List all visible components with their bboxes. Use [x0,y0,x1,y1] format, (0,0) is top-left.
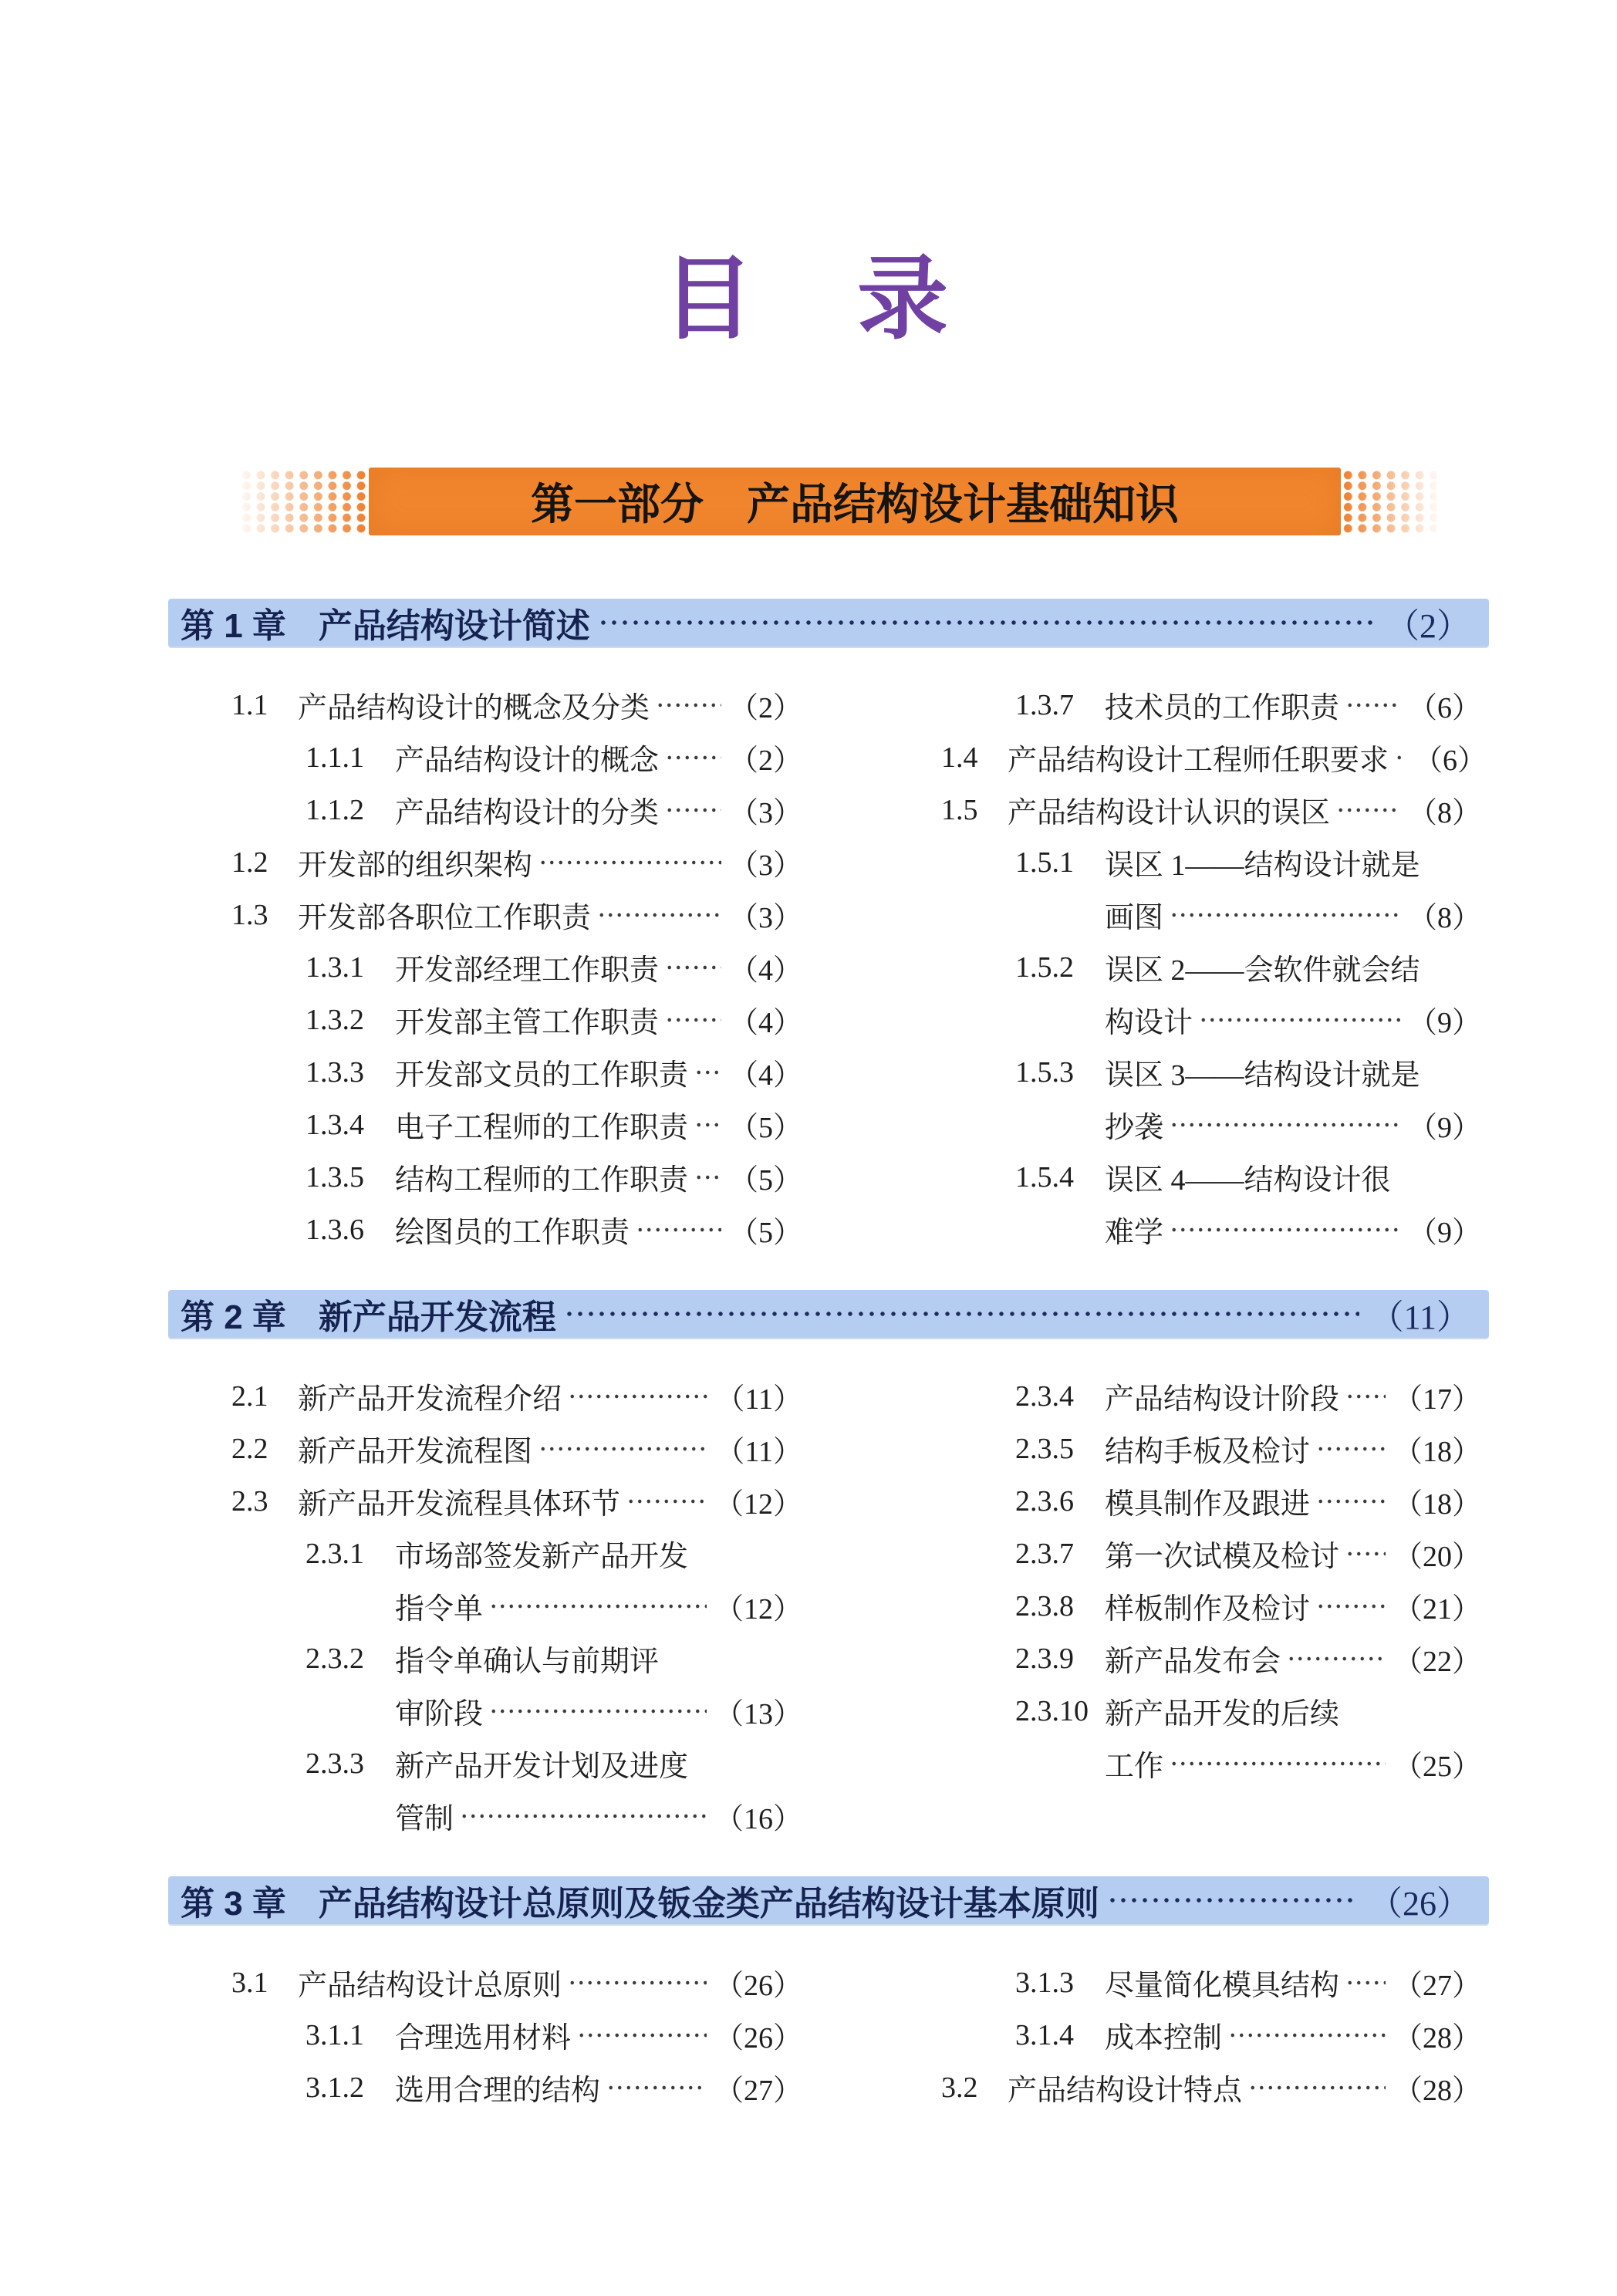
entry-page-number: （20） [1393,1541,1481,1574]
toc-entry-row [231,1528,802,1580]
entry-number: 3.1.3 [1015,1966,1074,1999]
toc-entry-row [231,731,802,784]
entry-page-number: （18） [1393,1488,1481,1521]
dot-leader [597,889,721,941]
entry-page-number: （13） [714,1698,802,1731]
part-title: 产品结构设计基础知识 [747,479,1179,528]
toc-entry-row [941,2009,1481,2061]
entry-number: 1.3.1 [306,950,364,984]
chapter-number: 第 3 章 [181,1884,286,1923]
entry-number: 1.1 [231,688,268,721]
toc-entry-row [231,1633,802,1685]
entry-number: 2.3.5 [1015,1432,1074,1465]
toc-entry-row [941,1475,1481,1528]
entry-page-number: （25） [1393,1751,1481,1784]
entry-title: 样板制作及检讨 [1105,1593,1311,1626]
entry-page-number: （9） [1407,1112,1481,1145]
chapter-columns [231,1370,1481,1842]
entry-page-number: （8） [1407,797,1481,830]
entry-title: 开发部主管工作职责 [395,1007,660,1040]
dot-leader [665,941,721,994]
entry-title: 误区 2——会软件就会结 [1105,954,1420,988]
toc-entry-row [941,1151,1481,1204]
entry-number: 1.5.4 [1015,1160,1074,1194]
dot-leader [1345,1370,1386,1423]
entries-column-right [941,679,1487,1256]
entry-title: 尽量简化模具结构 [1105,1970,1340,2003]
entry-page-number: （5） [728,1217,802,1250]
entry-title: 产品结构设计的概念 [395,745,660,778]
entry-title: 新产品开发流程图 [298,1436,533,1469]
entry-page-number: （8） [1407,902,1481,935]
dot-leader [1170,1099,1400,1151]
toc-entry-row [941,1099,1481,1151]
dot-leader [656,679,721,731]
dot-leader [1316,1580,1386,1633]
dot-leader [1316,1475,1386,1528]
entry-number: 2.3.3 [306,1747,364,1780]
entry-title: 结构手板及检讨 [1105,1436,1311,1469]
dots-decoration-left [239,470,369,533]
toc-entry-row [231,994,802,1046]
chapter-header-bar [168,1290,1489,1338]
dot-leader [694,1151,721,1204]
dot-leader [694,1099,721,1151]
entry-page-number: （4） [728,1007,802,1040]
toc-entry-row [941,1957,1481,2009]
dot-leader [1316,1423,1386,1475]
toc-entry-row [231,836,802,889]
toc-entry-row [941,889,1481,941]
entry-title: 产品结构设计工程师任职要求 [1008,745,1389,778]
entry-number: 1.3.4 [306,1108,364,1141]
entry-number: 1.3 [231,898,268,931]
toc-entry-row [231,1685,802,1737]
entry-number: 1.4 [941,741,978,774]
dot-leader [1170,1204,1400,1256]
entry-number: 2.1 [231,1379,268,1413]
dot-leader [538,1423,707,1475]
entry-title: 绘图员的工作职责 [395,1217,630,1250]
entry-page-number: （4） [728,954,802,988]
chapter-number: 第 1 章 [181,606,286,645]
dot-leader [606,2061,707,2114]
dot-leader [1395,731,1406,784]
toc-entry-row [231,1475,802,1528]
chapter-number: 第 2 章 [181,1298,286,1336]
chapter-section [0,1290,1617,1842]
dot-leader [1107,1876,1358,1924]
entry-page-number: （12） [714,1593,802,1626]
dot-leader [489,1685,707,1737]
entry-page-number: （21） [1393,1593,1481,1626]
toc-entry-row [941,1423,1481,1475]
entry-page-number: （9） [1407,1217,1481,1250]
chapter-page-number: （11） [1369,1298,1470,1336]
page-title: 目 录 [662,249,954,350]
entry-title: 工作 [1105,1751,1164,1784]
entry-title: 指令单确认与前期评 [395,1646,660,1679]
entry-title: 开发部文员的工作职责 [395,1059,689,1092]
entry-title: 画图 [1105,902,1164,935]
toc-entry-row [231,1151,802,1204]
entry-page-number: （11） [715,1436,802,1469]
dot-leader [460,1790,707,1842]
entries-column-right [941,1957,1481,2114]
entry-title: 合理选用材料 [395,2022,572,2055]
entry-page-number: （18） [1393,1436,1481,1469]
dot-leader [489,1580,707,1633]
entry-title: 产品结构设计特点 [1008,2075,1243,2108]
entry-title: 模具制作及跟进 [1105,1488,1311,1521]
dot-leader [577,2009,707,2061]
toc-entry-row [941,784,1481,836]
dot-leader [665,731,721,784]
toc-entry-row [231,1423,802,1475]
entry-title: 技术员的工作职责 [1105,692,1340,725]
toc-entry-row [941,1737,1481,1790]
entry-number: 3.1.2 [306,2071,364,2104]
entry-number: 1.3.5 [306,1160,364,1194]
entry-page-number: （5） [728,1164,802,1197]
chapter-title: 产品结构设计简述 [318,606,590,645]
entry-title: 误区 1——结构设计就是 [1105,849,1420,883]
toc-entry-row [231,784,802,836]
entry-title: 产品结构设计总原则 [298,1970,562,2003]
dot-leader [626,1475,707,1528]
dot-leader [665,784,721,836]
entry-title: 难学 [1105,1217,1164,1250]
entry-title: 误区 4——结构设计很 [1105,1164,1391,1197]
entry-number: 2.3.2 [306,1642,364,1675]
entry-title: 开发部经理工作职责 [395,954,660,988]
entry-title: 选用合理的结构 [395,2075,601,2108]
entry-page-number: （3） [728,797,802,830]
entry-page-number: （2） [728,745,802,778]
dot-leader [1228,2009,1386,2061]
entry-page-number: （26） [714,2022,802,2055]
entry-title: 市场部签发新产品开发 [395,1541,689,1574]
toc-entry-row [941,836,1481,889]
entry-title: 新产品开发计划及进度 [395,1751,689,1784]
toc-entry-row [941,731,1487,784]
toc-entry-row [231,1046,802,1099]
entry-title: 新产品发布会 [1105,1646,1281,1679]
toc-entry-row [231,1204,802,1256]
toc-entry-row [941,1370,1481,1423]
dot-leader [568,1957,707,2009]
dot-leader [1170,1737,1386,1790]
part-label: 第一部分 [531,479,704,528]
entry-number: 1.3.3 [306,1055,364,1089]
toc-entry-row [941,1046,1481,1099]
entry-number: 2.3.8 [1015,1589,1074,1622]
entry-number: 1.1.2 [306,793,364,826]
entry-number: 3.1.4 [1015,2018,1074,2051]
entry-title: 新产品开发流程具体环节 [298,1488,621,1521]
entry-page-number: （16） [714,1803,802,1836]
toc-entry-row [231,1957,802,2009]
entry-title: 指令单 [395,1593,484,1626]
entry-number: 1.3.7 [1015,688,1074,721]
entry-title: 新产品开发的后续 [1105,1698,1340,1731]
chapter-section [0,1876,1617,2114]
entry-page-number: （11） [715,1383,802,1416]
toc-entry-row [231,1370,802,1423]
dot-leader [1248,2061,1386,2114]
entry-number: 2.3 [231,1484,268,1518]
entry-page-number: （28） [1393,2022,1481,2055]
entry-page-number: （17） [1393,1383,1481,1416]
part-banner-row [239,468,1436,535]
toc-entry-row [231,679,802,731]
chapter-columns [231,1957,1481,2114]
entry-title: 开发部的组织架构 [298,849,533,883]
toc-entry-row [231,1790,802,1842]
entry-title: 第一次试模及检讨 [1105,1541,1340,1574]
entries-column-right [941,1370,1481,1842]
entry-number: 2.3.7 [1015,1537,1074,1570]
toc-entry-row [941,1528,1481,1580]
toc-entry-row [231,2009,802,2061]
toc-entry-row [231,1580,802,1633]
entry-page-number: （22） [1393,1646,1481,1679]
entry-page-number: （6） [1407,692,1481,725]
toc-entry-row [231,1099,802,1151]
entry-number: 2.3.1 [306,1537,364,1570]
entry-page-number: （5） [728,1112,802,1145]
entry-page-number: （26） [714,1970,802,2003]
entry-title: 构设计 [1105,1007,1193,1040]
entry-page-number: （3） [728,902,802,935]
entry-number: 1.1.1 [306,741,364,774]
entry-page-number: （9） [1407,1007,1481,1040]
entry-page-number: （28） [1393,2075,1481,2108]
dot-leader [1199,994,1400,1046]
entry-title: 抄袭 [1105,1112,1164,1145]
entry-page-number: （6） [1413,745,1487,778]
toc-entry-row [941,679,1481,731]
toc-entry-row [231,1737,802,1790]
entry-number: 1.5.2 [1015,950,1074,984]
dot-leader [1336,784,1400,836]
dot-leader [568,1370,707,1423]
entry-title: 审阶段 [395,1698,484,1731]
toc-entry-row [941,941,1481,994]
entry-page-number: （27） [714,2075,802,2108]
entries-column-left [231,1370,802,1842]
entry-title: 产品结构设计认识的误区 [1008,797,1331,830]
chapter-page-number: （2） [1386,606,1470,645]
toc-entry-row [941,2061,1481,2114]
toc-entry-row [941,1580,1481,1633]
entry-title: 误区 3——结构设计就是 [1105,1059,1420,1092]
dot-leader [665,994,721,1046]
entries-column-left [231,679,802,1256]
entry-number: 1.5.3 [1015,1055,1074,1089]
chapter-page-number: （26） [1369,1884,1470,1923]
entry-number: 3.1.1 [306,2018,364,2051]
dot-leader [564,1290,1359,1338]
toc-entry-row [231,941,802,994]
toc-entry-row [231,2061,802,2114]
dot-leader [1170,889,1400,941]
chapter-title: 产品结构设计总原则及钣金类产品结构设计基本原则 [318,1884,1099,1923]
dots-decoration-right [1341,470,1436,533]
chapter-section [0,599,1617,1256]
entry-title: 管制 [395,1803,454,1836]
entry-number: 1.2 [231,846,268,879]
dot-leader [538,836,721,889]
entry-title: 产品结构设计的概念及分类 [298,692,650,725]
entry-page-number: （3） [728,849,802,883]
chapter-header-bar [168,599,1489,647]
entry-number: 2.3.4 [1015,1379,1074,1413]
toc-entry-row [231,889,802,941]
entry-title: 成本控制 [1105,2022,1223,2055]
entry-page-number: （27） [1393,1970,1481,2003]
dot-leader [694,1046,721,1099]
entry-title: 结构工程师的工作职责 [395,1164,689,1197]
toc-entry-row [941,1204,1481,1256]
dot-leader [1345,1957,1386,2009]
entry-title: 产品结构设计的分类 [395,797,660,830]
entry-number: 3.2 [941,2071,978,2104]
entry-title: 电子工程师的工作职责 [395,1112,689,1145]
entry-page-number: （4） [728,1059,802,1092]
chapter-header-bar [168,1876,1489,1924]
dot-leader [1287,1633,1386,1685]
entries-column-left [231,1957,802,2114]
entry-title: 新产品开发流程介绍 [298,1383,562,1416]
part-banner [369,468,1341,535]
entry-title: 开发部各职位工作职责 [298,902,592,935]
entry-page-number: （12） [714,1488,802,1521]
entry-number: 2.3.6 [1015,1484,1074,1518]
chapter-columns [231,679,1487,1256]
entry-number: 1.3.2 [306,1003,364,1036]
toc-entry-row [941,994,1481,1046]
entry-number: 2.3.9 [1015,1642,1074,1675]
entry-number: 1.3.6 [306,1213,364,1246]
dot-leader [598,599,1375,647]
dot-leader [1345,1528,1386,1580]
toc-entry-row [941,1633,1481,1685]
entry-title: 产品结构设计阶段 [1105,1383,1340,1416]
chapters-container [0,599,1617,2114]
toc-entry-row [941,1685,1481,1737]
entry-number: 2.3.10 [1015,1694,1089,1727]
dot-leader [1345,679,1400,731]
dot-leader [636,1204,721,1256]
chapter-title: 新产品开发流程 [318,1298,556,1336]
entry-number: 1.5.1 [1015,846,1074,879]
entry-number: 3.1 [231,1966,268,1999]
entry-number: 1.5 [941,793,978,826]
entry-page-number: （2） [728,692,802,725]
entry-number: 2.2 [231,1432,268,1465]
